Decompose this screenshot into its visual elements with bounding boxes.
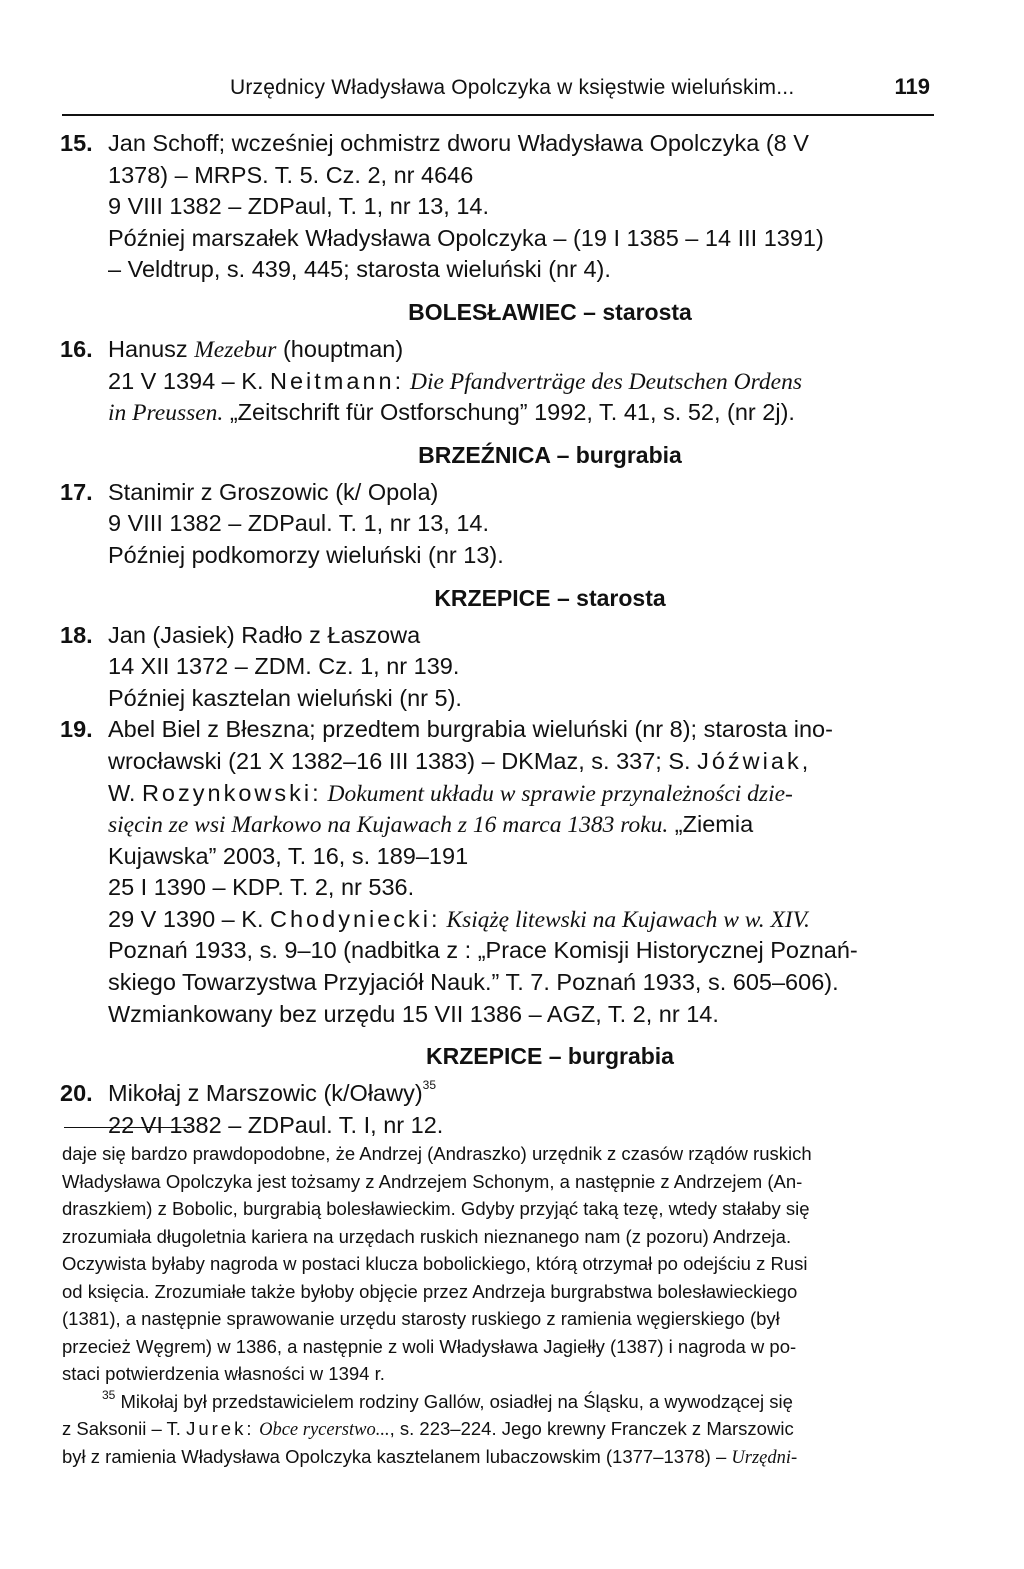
footnote-35: [62, 1388, 952, 1416]
footnote-text-italic: Urzędni-: [731, 1447, 798, 1468]
entry-line: Później kasztelan wieluński (nr 5).: [108, 684, 462, 711]
running-title: Urzędnicy Władysława Opolczyka w księstwie wieluńskim...: [230, 76, 795, 99]
footnote-line: zrozumiała długoletnia kariera na urzędach ruskich nieznanego nam (z pozoru) Andrzeja.: [62, 1225, 792, 1247]
footnote-text: z Saksonii – T.: [62, 1418, 187, 1439]
footnote-line: daje się bardzo prawdopodobne, że Andrzej (Andraszko) urzędnik z czasów rządów ruskich: [62, 1143, 812, 1164]
entry-20: [60, 1078, 940, 1141]
entry-number: 20.: [60, 1080, 93, 1107]
footnote-text: , s. 223–224. Jego krewny Franczek z Marszowic: [389, 1418, 794, 1439]
author-name: Neitmann:: [270, 367, 405, 394]
entry-line: Jan (Jasiek) Radło z Łaszowa: [108, 621, 421, 648]
entry-text: „Zeitschrift für Ostforschung” 1992, T. 41, s. 52, (nr 2j).: [223, 399, 795, 426]
footnote-line: Oczywista byłaby nagroda w postaci klucza bobolickiego, którą otrzymał po odejściu z Rusi: [62, 1253, 808, 1274]
entry-16: [60, 334, 940, 429]
entry-text-italic: sięcin ze wsi Markowo na Kujawach z 16 marca 1383 roku.: [108, 812, 669, 839]
entry-line: Później marszałek Władysława Opolczyka – (19 I 1385 – 14 III 1391): [108, 224, 824, 251]
section-heading: BOLESŁAWIEC – starosta: [408, 298, 692, 325]
entry-line: 9 VIII 1382 – ZDPaul. T. 1, nr 13, 14.: [108, 510, 490, 537]
entry-text-italic: Książę litewski na Kujawach w w. XIV.: [440, 906, 810, 933]
footnote-line: przecież Węgrem) w 1386, a następnie z woli Władysława Jagiełły (1387) i nagroda w po-: [62, 1335, 797, 1357]
entry-text: 21 V 1394 – K.: [108, 367, 271, 394]
entry-line: 14 XII 1372 – ZDM. Cz. 1, nr 139.: [108, 653, 460, 680]
entry-line: 25 I 1390 – KDP. T. 2, nr 536.: [108, 874, 415, 901]
footnote-line: od księcia. Zrozumiałe także byłoby objęcie przez Andrzeja burgrabstwa bolesławieckiego: [62, 1280, 798, 1302]
main-text: [60, 128, 940, 1141]
page-number: 119: [894, 74, 930, 99]
entry-19: [60, 714, 940, 1030]
entry-line: Kujawska” 2003, T. 16, s. 189–191: [108, 842, 469, 869]
entry-line: Później podkomorzy wieluński (nr 13).: [108, 541, 504, 568]
entry-15: [60, 128, 940, 286]
footnote-line: Władysława Opolczyka jest tożsamy z Andrzejem Schonym, a następnie z Andrzejem (An-: [62, 1170, 803, 1192]
author-name: Jurek:: [186, 1418, 255, 1439]
entry-line: skiego Towarzystwa Przyjaciół Nauk.” T. 7. Poznań 1933, s. 605–606).: [108, 969, 839, 996]
entry-text-italic: Dokument układu w sprawie przynależności dzie-: [321, 780, 793, 807]
entry-text: (houptman): [276, 335, 404, 362]
entry-18: [60, 620, 940, 715]
entry-line: Mikołaj z Marszowic (k/Oławy): [108, 1080, 423, 1107]
footnote-line: (1381), a następnie sprawowanie urzędu starosty ruskiego z ramienia węgierskiego (był: [62, 1308, 780, 1329]
entry-line: 1378) – MRPS. T. 5. Cz. 2, nr 4646: [108, 161, 474, 188]
entry-number: 19.: [60, 716, 93, 743]
section-heading: KRZEPICE – starosta: [434, 584, 666, 611]
footnote-marker: 35: [102, 1387, 116, 1402]
entry-number: 15.: [60, 130, 93, 156]
author-name: Rozynkowski:: [141, 779, 322, 806]
section-heading: BRZEŹNICA – burgrabia: [418, 441, 682, 468]
footnote-line: draszkiem) z Bobolic, burgrabią bolesławieckim. Gdyby przyjąć taką tezę, wtedy stałaby się: [62, 1198, 810, 1219]
entry-text: wrocławski (21 X 1382–16 III 1383) – DKMaz, s. 337; S.: [108, 747, 698, 774]
footnotes: [62, 1140, 952, 1470]
footnote-text: był z ramienia Władysława Opolczyka kasztelanem lubaczowskim (1377–1378) –: [62, 1445, 732, 1467]
entry-line: Abel Biel z Błeszna; przedtem burgrabia wieluński (nr 8); starosta ino-: [108, 716, 833, 743]
entry-line: – Veldtrup, s. 439, 445; starosta wieluński (nr 4).: [108, 256, 611, 283]
entry-line: 9 VIII 1382 – ZDPaul, T. 1, nr 13, 14.: [108, 193, 490, 220]
entry-text-italic: Die Pfandverträge des Deutschen Ordens: [404, 368, 803, 395]
footnote-ref[interactable]: 35: [422, 1078, 437, 1093]
author-name: Chodyniecki:: [270, 905, 441, 932]
entry-line: Wzmiankowany bez urzędu 15 VII 1386 – AGZ, T. 2, nr 14.: [108, 1000, 719, 1027]
entry-line: Stanimir z Groszowic (k/ Opola): [108, 478, 439, 505]
author-name: Jóźwiak,: [697, 747, 812, 774]
footnote-text: Mikołaj był przedstawicielem rodziny Gallów, osiadłej na Śląsku, a wywodzącej się: [115, 1390, 793, 1412]
footnote-line: staci potwierdzenia własności w 1394 r.: [62, 1363, 385, 1384]
entry-number: 17.: [60, 478, 93, 505]
entry-line: 22 VI 1382 – ZDPaul. T. I, nr 12.: [108, 1111, 444, 1138]
entry-text: „Ziemia: [668, 811, 754, 838]
entry-text-italic: Mezebur: [194, 336, 277, 363]
footnote-text-italic: Obce rycerstwo...: [254, 1420, 390, 1440]
entry-line: Poznań 1933, s. 9–10 (nadbitka z : „Prace Komisji Historycznej Poznań-: [108, 937, 858, 964]
entry-number: 18.: [60, 621, 93, 648]
entry-text: W.: [108, 779, 142, 806]
section-heading: KRZEPICE – burgrabia: [426, 1043, 674, 1070]
entry-text-italic: in Preussen.: [108, 400, 224, 427]
entry-text: 29 V 1390 – K.: [108, 905, 271, 932]
entry-text: Hanusz: [108, 335, 195, 362]
entry-number: 16.: [60, 335, 93, 362]
footnote-divider: [64, 1127, 190, 1128]
running-header: [62, 74, 934, 116]
entry-line: Jan Schoff; wcześniej ochmistrz dworu Władysława Opolczyka (8 V: [108, 130, 809, 156]
entry-17: [60, 477, 940, 572]
